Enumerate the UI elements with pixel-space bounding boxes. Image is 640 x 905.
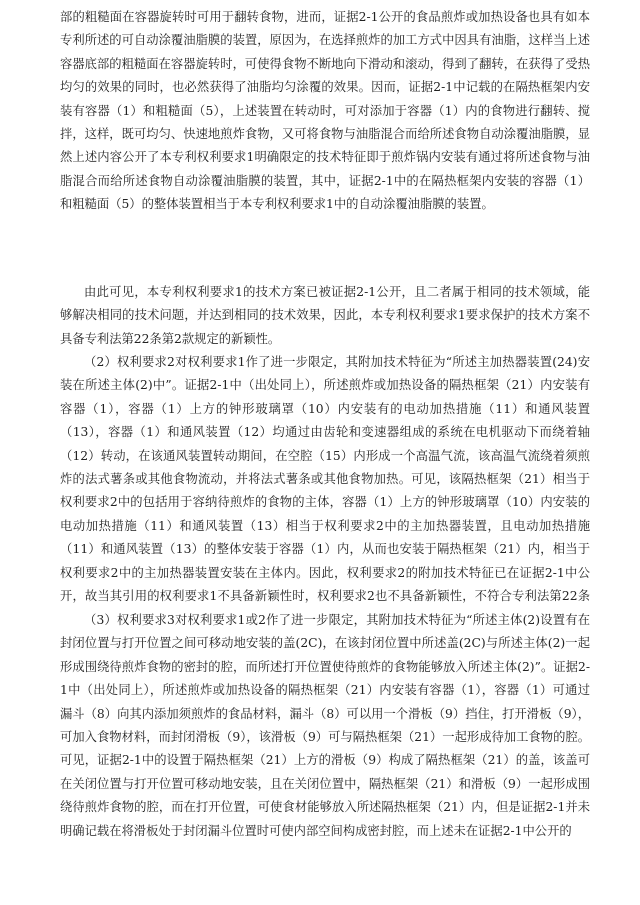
paragraph-claim2-analysis: （2）权利要求2对权利要求1作了进一步限定，其附加技术特征为“所述主加热器装置(24)安装在所述主体(2)中”。证据2-1中（出处同上），所述煎炸或加热设备的隔热框架（21）内安装有容器（1），容器（1）上方的钟形玻璃罩（10）内安装有的电动加热措施（11）和通风装置（13），容器（1）和通风装置（12）均通过由齿轮和变速器组成的系统在电机驱动下而绕着轴（12）转动，在该通风装置转动期间，在空腔（15）内形成一个高温气流，该高温气流绕着须煎炸的法式薯条或其他食物流动，并将法式薯条或其他食物加热。可见，该隔热框架（21）相当于权利要求2中的包括用于容纳待煎炸的食物的主体，容器（1）上方的钟形玻璃罩（10）内安装的电动加热措施（11）和通风装置（13）相当于权利要求2中的主加热器装置，且电动加热措施（11）和通风装置（13）的整体安装于容器（1）内，从而也安装于隔热框架（21）内，相当于权利要求2中的主加热器装置安装在主体内。因此，权利要求2的附加技术特征已在证据2-1中公开，故当其引用的权利要求1不具备新颖性时，权利要求2也不具备新颖性，不符合专利法第22条 [60,355,590,604]
paragraph-claim3-analysis: （3）权利要求3对权利要求1或2作了进一步限定，其附加技术特征为“所述主体(2)设置有在封闭位置与打开位置之间可移动地安装的盖(2C)，在该封闭位置中所述盖(2C)与所述主体(2)一起形成围绕待煎炸食物的密封的腔，而所述打开位置使待煎炸的食物能够放入所述主体(2)”。证据2-1中（出处同上），所述煎炸或加热设备的隔热框架（21）内安装有容器（1），容器（1）可通过漏斗（8）向其内添加须煎炸的食品材料，漏斗（8）可以用一个滑板（9）挡住，打开滑板（9），可加入食物材料，而封闭滑板（9），该滑板（9）可与隔热框架（21）一起形成待加工食物的腔。可见，证据2-1中的设置于隔热框架（21）上方的滑板（9）构成了隔热框架（21）的盖，该盖可在关闭位置与打开位置可移动地安装，且在关闭位置中，隔热框架（21）和滑板（9）一起形成围绕待煎炸食物的腔，而在打开位置，可使食材能够放入所述隔热框架（21）内，但是证据2-1并未明确记载在将滑板处于封闭漏斗位置时可使内部空间构成密封腔，而上述未在证据2-1中公开的 [60,613,590,838]
paragraph-evidence-analysis: 部的粗糙面在容器旋转时可用于翻转食物，进而，证据2-1公开的食品煎炸或加热设备也具有如本专利所述的可自动涂覆油脂膜的装置，原因为，在选择煎炸的加工方式中因具有油脂，这样当上述容器底部的粗糙面在容器旋转时，可使得食物不断地向下滑动和滚动，得到了翻转，在获得了受热均匀的效果的同时，也必然获得了油脂均匀涂覆的效果。因而，证据2-1中记载的在隔热框架内安装有容器（1）和粗糙面（5），上述装置在转动时，可对添加于容器（1）内的食物进行翻转、搅拌，这样，既可均匀、快速地煎炸食物，又可将食物与油脂混合而给所述食物自动涂覆油脂膜，显然上述内容公开了本专利权利要求1明确限定的技术特征即于煎炸锅内安装有通过将所述食物与油脂混合而给所述食物自动涂覆油脂膜的装置，其中，证据2-1中的在隔热框架内安装的容器（1）和粗糙面（5）的整体装置相当于本专利权利要求1中的自动涂覆油脂膜的装置。 [60,10,590,212]
paragraph-claim1-conclusion: 由此可见，本专利权利要求1的技术方案已被证据2-1公开，且二者属于相同的技术领域，能够解决相同的技术问题，并达到相同的技术效果，因此，本专利权利要求1要求保护的技术方案不具备专利法第22条第2款规定的新颖性。 [60,285,590,346]
